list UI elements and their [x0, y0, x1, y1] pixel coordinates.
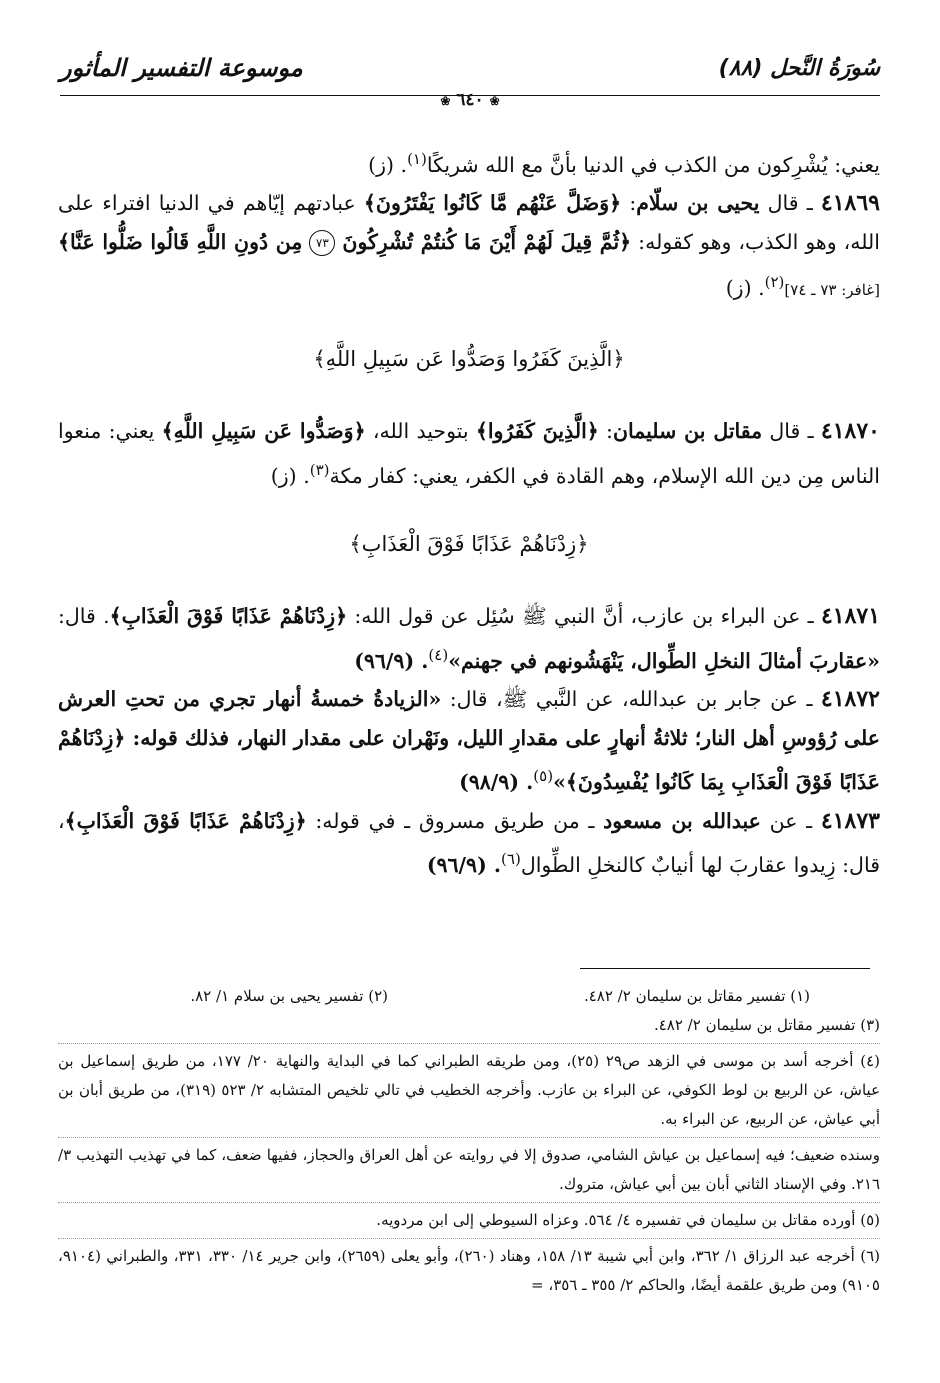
athar-number: ٤١٨٧٠: [820, 418, 880, 445]
text: عبادتهم إيّاهم في الدنيا افتراء على الله، وهو الكذب، وهو كقوله:: [58, 191, 880, 254]
header-rule: [60, 95, 880, 96]
text: بتوحيد الله،: [365, 419, 476, 444]
quran-quote: مِن دُونِ اللَّهِ قَالُوا ضَلُّوا عَنَّا﴾: [58, 229, 303, 254]
footnote-ref[interactable]: (٥): [533, 767, 554, 786]
quote-close: »: [553, 770, 566, 795]
page-number-line: [60, 90, 880, 110]
text: ـ عن: [760, 808, 821, 833]
athar-41869: [58, 184, 880, 309]
ayah-number-icon: ٧٣: [309, 230, 335, 256]
quran-quote: ﴿الَّذِينَ كَفَرُوا﴾: [475, 419, 599, 444]
footnotes: [58, 982, 880, 1300]
ornament-icon: ❀: [440, 94, 451, 108]
quran-quote: ﴿زِدْنَاهُمْ عَذَابًا فَوْقَ الْعَذَابِ بِمَا كَانُوا يُفْسِدُونَ﴾: [58, 725, 880, 795]
text: ـ من طريق مسروق ـ في قوله:: [306, 808, 604, 833]
footnote-5: (٥) أورده مقاتل بن سليمان في تفسيره ٤/ ٥٦٤. وعزاه السيوطي إلى ابن مردويه.: [376, 1211, 880, 1229]
footnote-3: (٣) تفسير مقاتل بن سليمان ٢/ ٤٨٢.: [653, 1016, 880, 1034]
page-number: ٦٤٠: [456, 90, 484, 110]
athar-number: ٤١٨٧٢: [820, 686, 880, 713]
footnote-ref[interactable]: (٢): [764, 273, 785, 292]
divider: [58, 1238, 880, 1239]
quran-quote: ﴿زِدْنَاهُمْ عَذَابًا فَوْقَ الْعَذَابِ﴾: [109, 604, 348, 629]
paragraph-continuation: [58, 140, 880, 184]
surah-title: سُورَةُ النَّحل (٨٨): [718, 56, 880, 81]
hadith-text: «الزيادةُ خمسةُ أنهار تجري من تحتِ العرش على رُؤوسِ أهل النار؛ ثلاثةُ أنهارٍ على مقدارِ الليل، ونَهْران على مقدار النهار، فذلك قوله:: [58, 687, 880, 750]
footnote-row: [58, 982, 880, 1011]
verse-heading: ﴿زِدْنَاهُمْ عَذَابًا فَوْقَ الْعَذَابِ﴾: [349, 531, 589, 556]
footnote-ref[interactable]: (٦): [501, 850, 521, 869]
athar-number: ٤١٨٧٣: [820, 807, 880, 834]
quran-quote: ﴿وَضَلَّ عَنْهُم مَّا كَانُوا يَفْتَرُونَ﴾: [363, 191, 622, 216]
text: ـ قال: [762, 419, 821, 444]
text: . قال:: [58, 604, 110, 629]
text: . (ز): [368, 152, 408, 177]
verse-heading: ﴿الَّذِينَ كَفَرُوا وَصَدُّوا عَن سَبِيلِ اللَّهِ﴾: [313, 346, 625, 371]
narrator-name: يحيى بن سلّام: [636, 191, 760, 216]
text: ، قال: زِيدوا عقاربَ لها أنيابٌ كالنخلِ الطِّوال: [58, 808, 880, 877]
volume-reference: . (٩٦/٩): [426, 852, 502, 877]
divider: [58, 1202, 880, 1203]
main-text: [58, 140, 880, 884]
athar-41872: [58, 680, 880, 801]
quran-quote: ﴿زِدْنَاهُمْ عَذَابًا فَوْقَ الْعَذَابِ﴾: [64, 808, 307, 833]
text: يعني: منعوا الناس مِن دين الله الإسلام، وهم القادة في الكفر، يعني: كفار مكة: [58, 419, 880, 488]
footnote-4-grading: وسنده ضعيف؛ فيه إسماعيل بن عياش الشامي، صدوق إلا في روايته عن أهل العراق والحجاز، ففيها ضعف، كما في تهذيب التهذيب ٣/ ٢١٦. وفي الإسناد الثاني أبان بين أبي عياش، متروك.: [58, 1146, 880, 1193]
footnote-ref[interactable]: (٣): [309, 460, 330, 479]
narrator-name: عبدالله بن مسعود: [603, 808, 761, 833]
text: :: [598, 419, 613, 444]
athar-41873: [58, 802, 880, 885]
quran-quote: ﴿ثُمَّ قِيلَ لَهُمْ أَيْنَ مَا كُنتُمْ تُشْرِكُونَ: [342, 229, 632, 254]
footnote-1: (١) تفسير مقاتل بن سليمان ٢/ ٤٨٢.: [583, 987, 810, 1005]
footnote-ref[interactable]: (١): [407, 150, 427, 168]
text: ـ قال: [759, 191, 821, 216]
narrator-name: مقاتل بن سليمان: [612, 419, 763, 444]
text: :: [621, 191, 637, 216]
book-title: موسوعة التفسير المأثور: [60, 54, 303, 82]
text: ـ عن البراء بن عازب، أنَّ النبي ﷺ سُئِل عن قول الله:: [347, 604, 821, 629]
text: . (ز): [270, 463, 310, 488]
ornament-icon: ❀: [489, 94, 500, 108]
footnote-4: (٤) أخرجه أسد بن موسى في الزهد ص٢٩ (٢٥)، ومن طريقه الطبراني كما في البداية والنهاية ٢٠/ ١٧٧، من طريق إسماعيل بن عياش، عن الربيع بن لوط الكوفي، عن البراء بن عازب. وأخرجه الخطيب في تالي تلخيص المتشابه ٢/ ٥٢٣ (٣١٩)، من طريق أبان بن أبي عياش، عن الربيع، عن البراء به.: [58, 1052, 881, 1128]
footnote-ref[interactable]: (٤): [428, 645, 449, 664]
text: يعني: يُشْرِكون من الكذب في الدنيا بأنَّ مع الله شريكًا: [426, 152, 880, 177]
surah-reference: [غافر: ٧٣ ـ ٧٤]: [784, 281, 880, 300]
athar-41871: [58, 597, 880, 680]
volume-reference: . (٩٦/٩): [354, 648, 429, 673]
footnote-6: (٦) أخرجه عبد الرزاق ١/ ٣٦٢، وابن أبي شيبة ١٣/ ١٥٨، وهناد (٢٦٠)، وأبو يعلى (٢٦٥٩)، وابن جرير ١٤/ ٣٣٠، ٣٣١، والطبراني (٩١٠٤، ٩١٠٥) ومن طريق علقمة أيضًا، والحاكم ٢/ ٣٥٥ ـ ٣٥٦، =: [58, 1247, 880, 1294]
footnote-rule: [580, 968, 870, 969]
running-header: [60, 50, 880, 110]
text: . (ز): [725, 276, 765, 301]
footnote-2: (٢) تفسير يحيى بن سلام ١/ ٨٢.: [190, 987, 388, 1005]
quran-quote: ﴿وَصَدُّوا عَن سَبِيلِ اللَّهِ﴾: [161, 419, 366, 444]
athar-number: ٤١٨٧١: [820, 603, 881, 630]
divider: [58, 1137, 880, 1138]
hadith-text: «عقاربَ أمثالَ النخلِ الطِّوال، يَنْهَشُونهم في جهنم»: [448, 648, 880, 673]
text: ـ عن جابر بن عبدالله، عن النَّبي ﷺ، قال:: [441, 687, 821, 712]
athar-number: ٤١٨٦٩: [820, 190, 880, 217]
divider: [58, 1043, 880, 1044]
athar-41870: [58, 412, 880, 495]
volume-reference: . (٩٨/٩): [459, 770, 534, 795]
